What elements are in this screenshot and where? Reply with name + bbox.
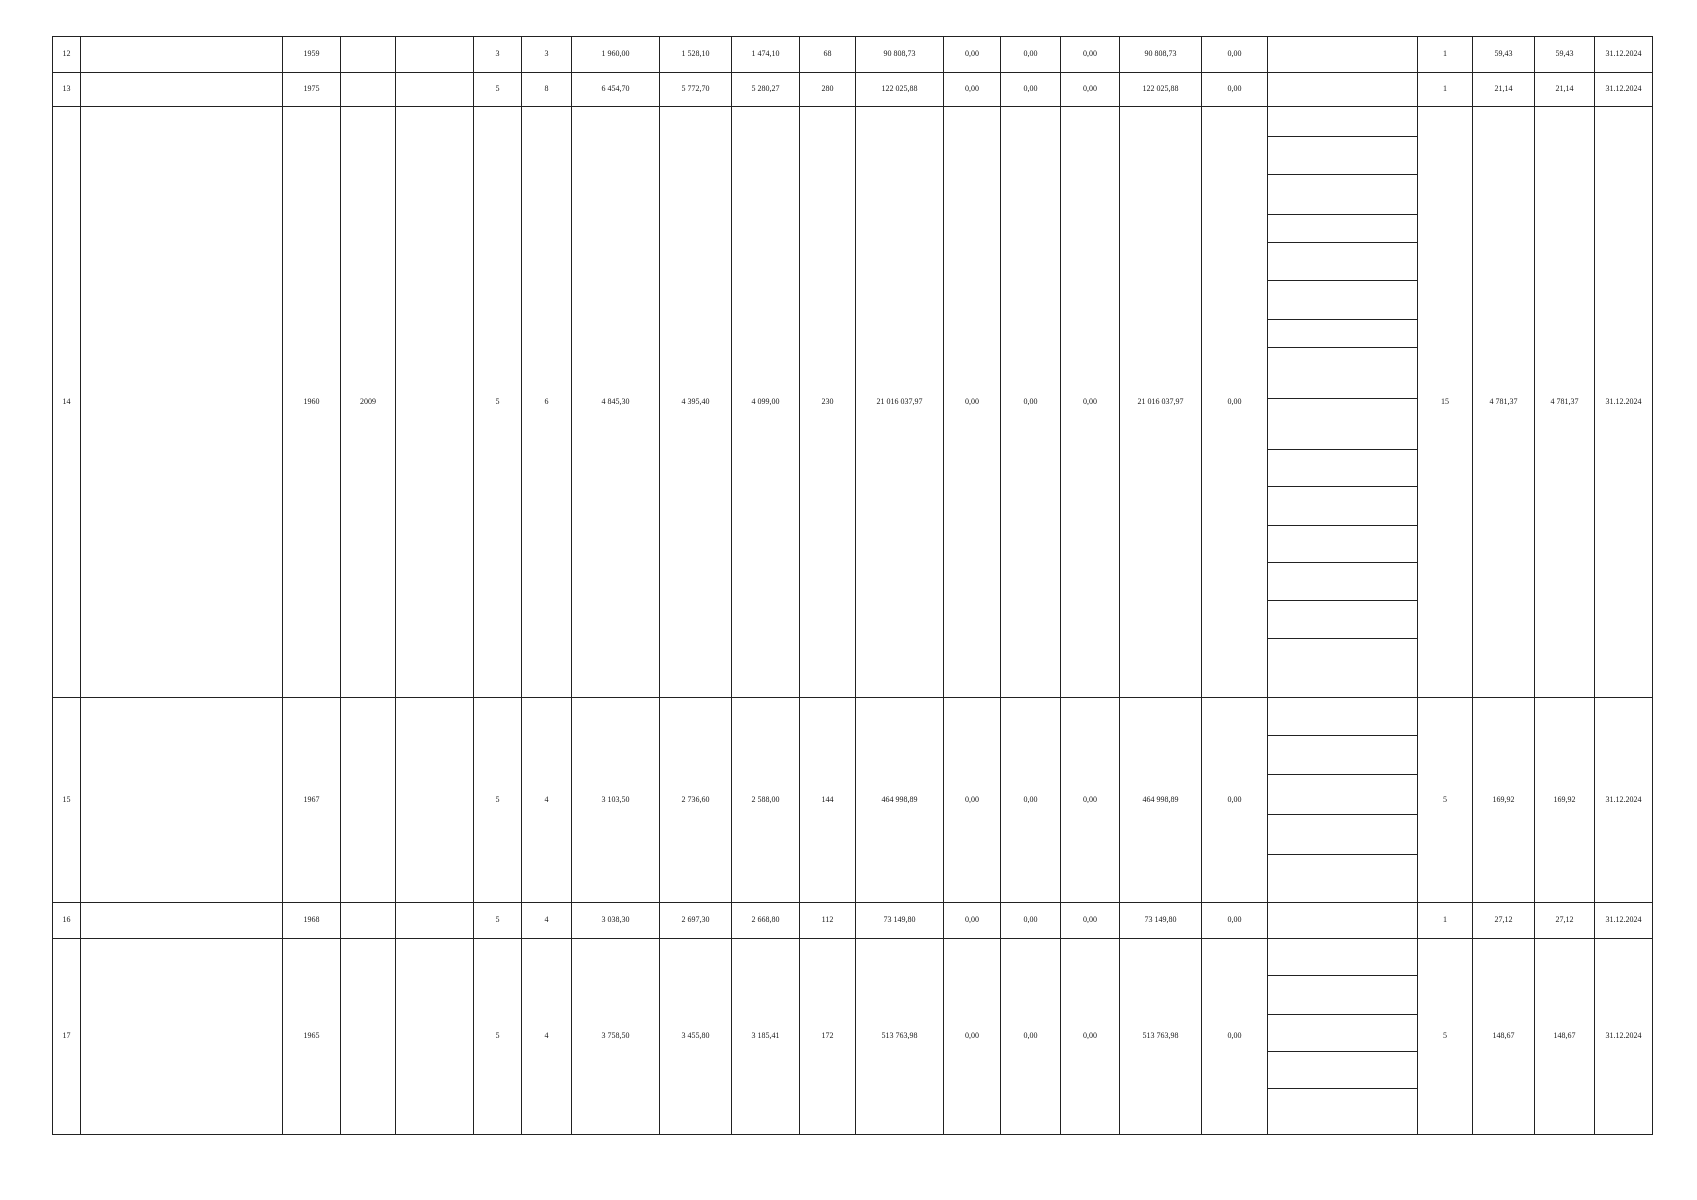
- table-row: [53, 37, 1653, 73]
- work-item: [1268, 939, 1417, 976]
- wall-material-cell: [396, 903, 474, 939]
- year-built-cell: 1975: [283, 73, 341, 107]
- floors-cell: 3: [474, 37, 522, 73]
- works-list-cell: [1268, 73, 1418, 107]
- owners-cost-cell: 21 016 037,97: [1120, 107, 1202, 698]
- works-count-cell: 5: [1418, 698, 1473, 903]
- work-item: [1268, 73, 1417, 77]
- deadline-cell: 31.12.2024: [1595, 37, 1653, 73]
- year-built-cell: 1965: [283, 939, 341, 1135]
- work-item: [1268, 815, 1417, 855]
- wall-material-cell: [396, 939, 474, 1135]
- wall-material-cell: [396, 698, 474, 903]
- works-list-cell: [1268, 903, 1418, 939]
- works-list-cell: [1268, 698, 1418, 903]
- work-item: [1268, 243, 1417, 281]
- total-area-cell: 3 103,50: [572, 698, 660, 903]
- year-renovation-cell: 2009: [341, 107, 396, 698]
- year-renovation-cell: [341, 903, 396, 939]
- wall-material-cell: [396, 73, 474, 107]
- local-budget-cell: 0,00: [1061, 939, 1120, 1135]
- works-count-cell: 1: [1418, 37, 1473, 73]
- floors-cell: 5: [474, 698, 522, 903]
- unit-cost-cell: 4 781,37: [1473, 107, 1535, 698]
- living-area-cell: 2 588,00: [732, 698, 800, 903]
- local-budget-cell: 0,00: [1061, 73, 1120, 107]
- register-body: [53, 37, 1653, 1135]
- works-count-cell: 15: [1418, 107, 1473, 698]
- living-area-cell: 2 668,80: [732, 903, 800, 939]
- table-row: [53, 903, 1653, 939]
- table-row: [53, 939, 1653, 1135]
- work-item: [1268, 1052, 1417, 1089]
- fund-cost-cell: 0,00: [944, 939, 1001, 1135]
- address-cell: [81, 939, 283, 1135]
- unit-cost-limit-cell: 21,14: [1535, 73, 1595, 107]
- residents-cell: 112: [800, 903, 856, 939]
- local-budget-cell: 0,00: [1061, 698, 1120, 903]
- work-item: [1268, 137, 1417, 175]
- work-item: [1268, 107, 1417, 137]
- work-item: [1268, 976, 1417, 1015]
- unit-cost-limit-cell: 4 781,37: [1535, 107, 1595, 698]
- works-list-cell: [1268, 37, 1418, 73]
- work-item: [1268, 487, 1417, 526]
- living-area-cell: 4 099,00: [732, 107, 800, 698]
- works-count-cell: 5: [1418, 939, 1473, 1135]
- year-built-cell: 1959: [283, 37, 341, 73]
- deadline-cell: 31.12.2024: [1595, 939, 1653, 1135]
- floors-cell: 5: [474, 73, 522, 107]
- entrances-cell: 6: [522, 107, 572, 698]
- floors-cell: 5: [474, 903, 522, 939]
- other-cost-cell: 0,00: [1202, 107, 1268, 698]
- entrances-cell: 3: [522, 37, 572, 73]
- living-area-cell: 5 280,27: [732, 73, 800, 107]
- deadline-cell: 31.12.2024: [1595, 698, 1653, 903]
- address-cell: [81, 37, 283, 73]
- year-renovation-cell: [341, 939, 396, 1135]
- total-area-cell: 6 454,70: [572, 73, 660, 107]
- deadline-cell: 31.12.2024: [1595, 107, 1653, 698]
- owners-cost-cell: 464 998,89: [1120, 698, 1202, 903]
- row-number: 15: [53, 698, 81, 903]
- work-item: [1268, 175, 1417, 215]
- floors-cell: 5: [474, 939, 522, 1135]
- work-item: [1268, 526, 1417, 563]
- work-item: [1268, 320, 1417, 348]
- row-number: 12: [53, 37, 81, 73]
- wall-material-cell: [396, 107, 474, 698]
- owners-cost-cell: 513 763,98: [1120, 939, 1202, 1135]
- work-item: [1268, 736, 1417, 775]
- residents-cell: 68: [800, 37, 856, 73]
- work-item: [1268, 215, 1417, 243]
- premises-area-cell: 1 528,10: [660, 37, 732, 73]
- address-cell: [81, 903, 283, 939]
- work-item: [1268, 698, 1417, 736]
- region-budget-cell: 0,00: [1001, 903, 1061, 939]
- table-row: [53, 107, 1653, 698]
- entrances-cell: 4: [522, 939, 572, 1135]
- row-number: 13: [53, 73, 81, 107]
- total-area-cell: 4 845,30: [572, 107, 660, 698]
- local-budget-cell: 0,00: [1061, 903, 1120, 939]
- other-cost-cell: 0,00: [1202, 903, 1268, 939]
- row-number: 17: [53, 939, 81, 1135]
- fund-cost-cell: 0,00: [944, 37, 1001, 73]
- fund-cost-cell: 0,00: [944, 698, 1001, 903]
- work-item: [1268, 348, 1417, 399]
- other-cost-cell: 0,00: [1202, 939, 1268, 1135]
- works-count-cell: 1: [1418, 903, 1473, 939]
- work-item: [1268, 450, 1417, 487]
- unit-cost-cell: 59,43: [1473, 37, 1535, 73]
- work-item: [1268, 639, 1417, 679]
- address-cell: [81, 73, 283, 107]
- fund-cost-cell: 0,00: [944, 903, 1001, 939]
- work-item: [1268, 37, 1417, 41]
- year-built-cell: 1967: [283, 698, 341, 903]
- row-number: 14: [53, 107, 81, 698]
- entrances-cell: 4: [522, 698, 572, 903]
- deadline-cell: 31.12.2024: [1595, 903, 1653, 939]
- owners-cost-cell: 73 149,80: [1120, 903, 1202, 939]
- living-area-cell: 1 474,10: [732, 37, 800, 73]
- wall-material-cell: [396, 37, 474, 73]
- total-cost-cell: 464 998,89: [856, 698, 944, 903]
- work-item: [1268, 1089, 1417, 1127]
- unit-cost-limit-cell: 59,43: [1535, 37, 1595, 73]
- year-built-cell: 1960: [283, 107, 341, 698]
- deadline-cell: 31.12.2024: [1595, 73, 1653, 107]
- premises-area-cell: 5 772,70: [660, 73, 732, 107]
- table-row: [53, 73, 1653, 107]
- total-cost-cell: 122 025,88: [856, 73, 944, 107]
- entrances-cell: 4: [522, 903, 572, 939]
- work-item: [1268, 903, 1417, 907]
- address-cell: [81, 698, 283, 903]
- region-budget-cell: 0,00: [1001, 107, 1061, 698]
- works-list-cell: [1268, 939, 1418, 1135]
- total-area-cell: 3 038,30: [572, 903, 660, 939]
- work-item: [1268, 1015, 1417, 1052]
- residents-cell: 230: [800, 107, 856, 698]
- unit-cost-limit-cell: 169,92: [1535, 698, 1595, 903]
- other-cost-cell: 0,00: [1202, 73, 1268, 107]
- region-budget-cell: 0,00: [1001, 37, 1061, 73]
- row-number: 16: [53, 903, 81, 939]
- premises-area-cell: 4 395,40: [660, 107, 732, 698]
- unit-cost-cell: 21,14: [1473, 73, 1535, 107]
- year-renovation-cell: [341, 73, 396, 107]
- local-budget-cell: 0,00: [1061, 37, 1120, 73]
- work-item: [1268, 281, 1417, 320]
- owners-cost-cell: 122 025,88: [1120, 73, 1202, 107]
- owners-cost-cell: 90 808,73: [1120, 37, 1202, 73]
- region-budget-cell: 0,00: [1001, 698, 1061, 903]
- capital-repair-register-table: [52, 36, 1653, 1135]
- residents-cell: 172: [800, 939, 856, 1135]
- total-cost-cell: 90 808,73: [856, 37, 944, 73]
- year-renovation-cell: [341, 698, 396, 903]
- region-budget-cell: 0,00: [1001, 939, 1061, 1135]
- work-item: [1268, 601, 1417, 639]
- total-cost-cell: 21 016 037,97: [856, 107, 944, 698]
- work-item: [1268, 775, 1417, 815]
- work-item: [1268, 399, 1417, 450]
- unit-cost-cell: 27,12: [1473, 903, 1535, 939]
- entrances-cell: 8: [522, 73, 572, 107]
- other-cost-cell: 0,00: [1202, 698, 1268, 903]
- work-item: [1268, 563, 1417, 601]
- table-row: [53, 698, 1653, 903]
- total-cost-cell: 73 149,80: [856, 903, 944, 939]
- region-budget-cell: 0,00: [1001, 73, 1061, 107]
- premises-area-cell: 2 736,60: [660, 698, 732, 903]
- works-list-cell: [1268, 107, 1418, 698]
- unit-cost-limit-cell: 148,67: [1535, 939, 1595, 1135]
- year-built-cell: 1968: [283, 903, 341, 939]
- work-item: [1268, 855, 1417, 892]
- total-area-cell: 3 758,50: [572, 939, 660, 1135]
- fund-cost-cell: 0,00: [944, 107, 1001, 698]
- fund-cost-cell: 0,00: [944, 73, 1001, 107]
- local-budget-cell: 0,00: [1061, 107, 1120, 698]
- residents-cell: 280: [800, 73, 856, 107]
- total-cost-cell: 513 763,98: [856, 939, 944, 1135]
- floors-cell: 5: [474, 107, 522, 698]
- residents-cell: 144: [800, 698, 856, 903]
- works-count-cell: 1: [1418, 73, 1473, 107]
- premises-area-cell: 2 697,30: [660, 903, 732, 939]
- address-cell: [81, 107, 283, 698]
- unit-cost-cell: 148,67: [1473, 939, 1535, 1135]
- unit-cost-cell: 169,92: [1473, 698, 1535, 903]
- other-cost-cell: 0,00: [1202, 37, 1268, 73]
- total-area-cell: 1 960,00: [572, 37, 660, 73]
- unit-cost-limit-cell: 27,12: [1535, 903, 1595, 939]
- year-renovation-cell: [341, 37, 396, 73]
- premises-area-cell: 3 455,80: [660, 939, 732, 1135]
- living-area-cell: 3 185,41: [732, 939, 800, 1135]
